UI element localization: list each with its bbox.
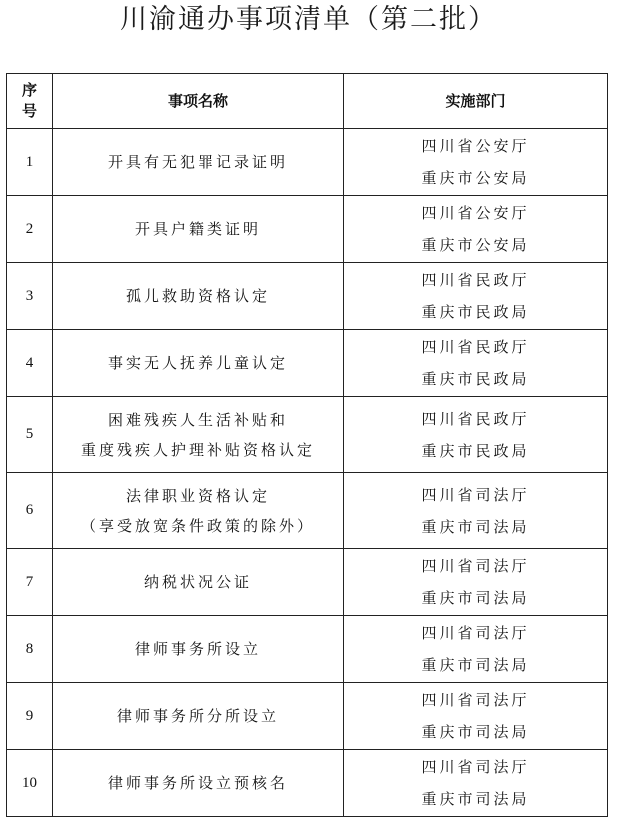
item-name: 孤儿救助资格认定 xyxy=(53,263,344,330)
table-row xyxy=(7,683,608,750)
department: 四川省司法厅 重庆市司法局 xyxy=(344,616,608,683)
row-number: 5 xyxy=(7,397,53,473)
department: 四川省公安厅 重庆市公安局 xyxy=(344,196,608,263)
department: 四川省公安厅 重庆市公安局 xyxy=(344,129,608,196)
table-body xyxy=(7,129,608,817)
item-name: 律师事务所设立 xyxy=(53,616,344,683)
department: 四川省司法厅 重庆市司法局 xyxy=(344,473,608,549)
header-serial-number: 序号 xyxy=(7,74,53,129)
row-number: 8 xyxy=(7,616,53,683)
row-number: 9 xyxy=(7,683,53,750)
item-name: 律师事务所分所设立 xyxy=(53,683,344,750)
department: 四川省司法厅 重庆市司法局 xyxy=(344,750,608,817)
row-number: 6 xyxy=(7,473,53,549)
header-department: 实施部门 xyxy=(344,74,608,129)
row-number: 1 xyxy=(7,129,53,196)
items-table xyxy=(6,73,608,817)
table-row xyxy=(7,196,608,263)
header-item-name: 事项名称 xyxy=(53,74,344,129)
table-row xyxy=(7,750,608,817)
table-row xyxy=(7,397,608,473)
department: 四川省司法厅 重庆市司法局 xyxy=(344,683,608,750)
row-number: 10 xyxy=(7,750,53,817)
department: 四川省司法厅 重庆市司法局 xyxy=(344,549,608,616)
department: 四川省民政厅 重庆市民政局 xyxy=(344,263,608,330)
table-row xyxy=(7,129,608,196)
table-row xyxy=(7,330,608,397)
row-number: 4 xyxy=(7,330,53,397)
table-row xyxy=(7,263,608,330)
item-name: 开具有无犯罪记录证明 xyxy=(53,129,344,196)
table-row xyxy=(7,549,608,616)
item-name: 开具户籍类证明 xyxy=(53,196,344,263)
department: 四川省民政厅 重庆市民政局 xyxy=(344,330,608,397)
item-name: 困难残疾人生活补贴和 重度残疾人护理补贴资格认定 xyxy=(53,397,344,473)
department: 四川省民政厅 重庆市民政局 xyxy=(344,397,608,473)
item-name: 法律职业资格认定 （享受放宽条件政策的除外） xyxy=(53,473,344,549)
table-header-row xyxy=(7,74,608,129)
table-row xyxy=(7,473,608,549)
document-title: 川渝通办事项清单（第二批） xyxy=(120,4,497,35)
table-row xyxy=(7,616,608,683)
row-number: 2 xyxy=(7,196,53,263)
item-name: 纳税状况公证 xyxy=(53,549,344,616)
item-name: 律师事务所设立预核名 xyxy=(53,750,344,817)
row-number: 3 xyxy=(7,263,53,330)
item-name: 事实无人抚养儿童认定 xyxy=(53,330,344,397)
row-number: 7 xyxy=(7,549,53,616)
